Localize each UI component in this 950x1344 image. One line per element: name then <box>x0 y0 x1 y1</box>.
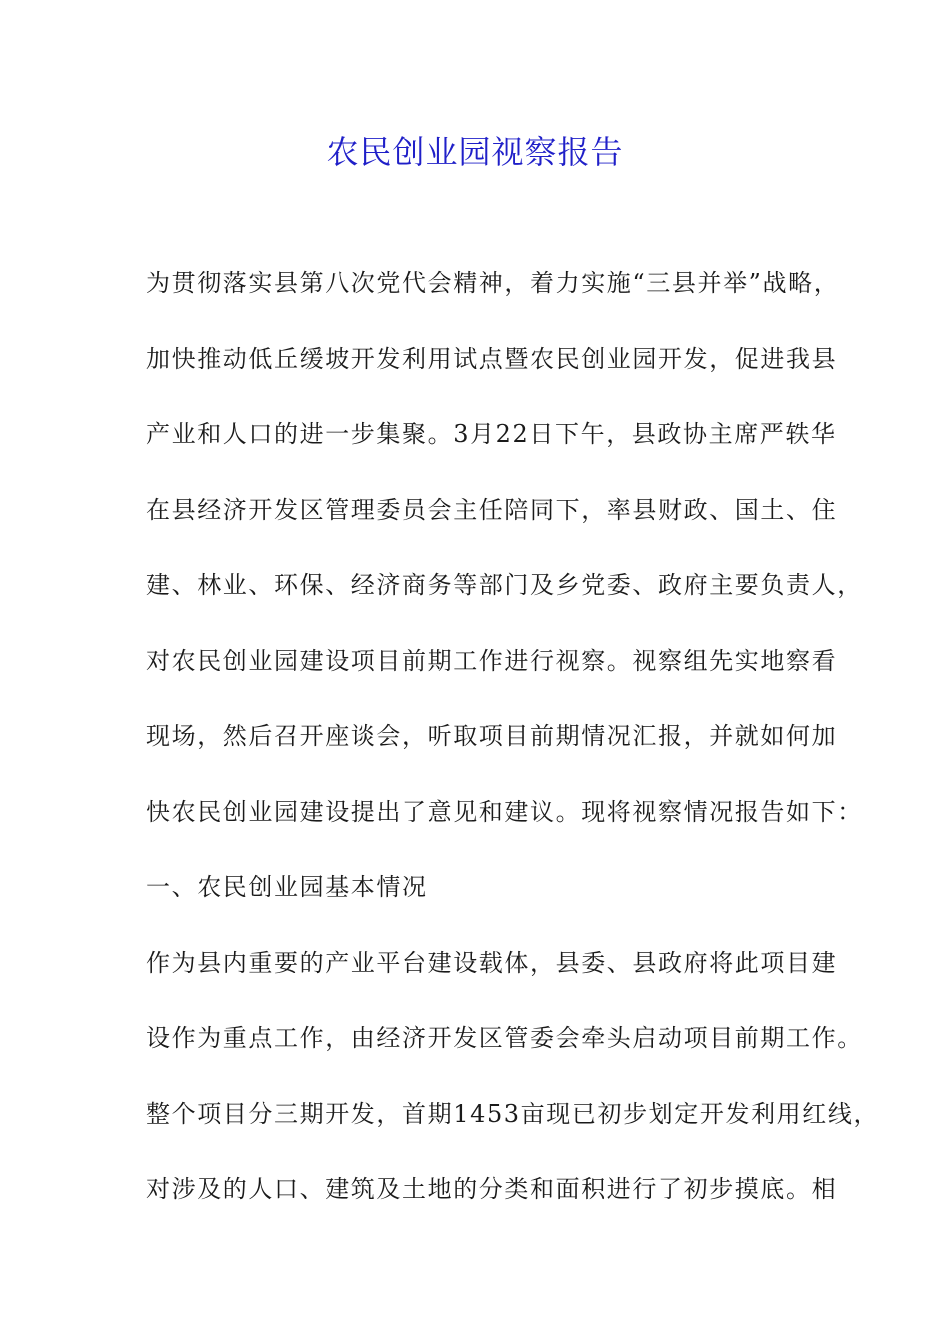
section-heading: 一、农民创业园基本情况 <box>146 873 428 901</box>
document-title: 农民创业园视察报告 <box>326 133 624 171</box>
body-line: 现场，然后召开座谈会，听取项目前期情况汇报，并就如何加 <box>146 722 838 750</box>
body-line: 在县经济开发区管理委员会主任陪同下，率县财政、国土、住 <box>146 495 838 524</box>
body-line: 设作为重点工作，由经济开发区管委会牵头启动项目前期工作。 <box>146 1024 863 1052</box>
body-line: 产业和人口的进一步集聚。3月22日下午，县政协主席严轶华 <box>146 420 837 448</box>
body-line: 为贯彻落实县第八次党代会精神，着力实施“三县并举”战略， <box>146 269 840 297</box>
body-line: 对涉及的人口、建筑及土地的分类和面积进行了初步摸底。相 <box>146 1175 838 1203</box>
body-line: 整个项目分三期开发，首期1453亩现已初步划定开发利用红线， <box>146 1099 880 1128</box>
document-body <box>146 262 880 1244</box>
body-line: 建、林业、环保、经济商务等部门及乡党委、政府主要负责人， <box>146 571 863 599</box>
body-line: 加快推动低丘缓坡开发利用试点暨农民创业园开发，促进我县 <box>146 344 838 373</box>
body-line: 快农民创业园建设提出了意见和建议。现将视察情况报告如下： <box>146 797 863 826</box>
body-line: 作为县内重要的产业平台建设载体，县委、县政府将此项目建 <box>146 948 838 977</box>
body-line: 对农民创业园建设项目前期工作进行视察。视察组先实地察看 <box>146 646 838 675</box>
